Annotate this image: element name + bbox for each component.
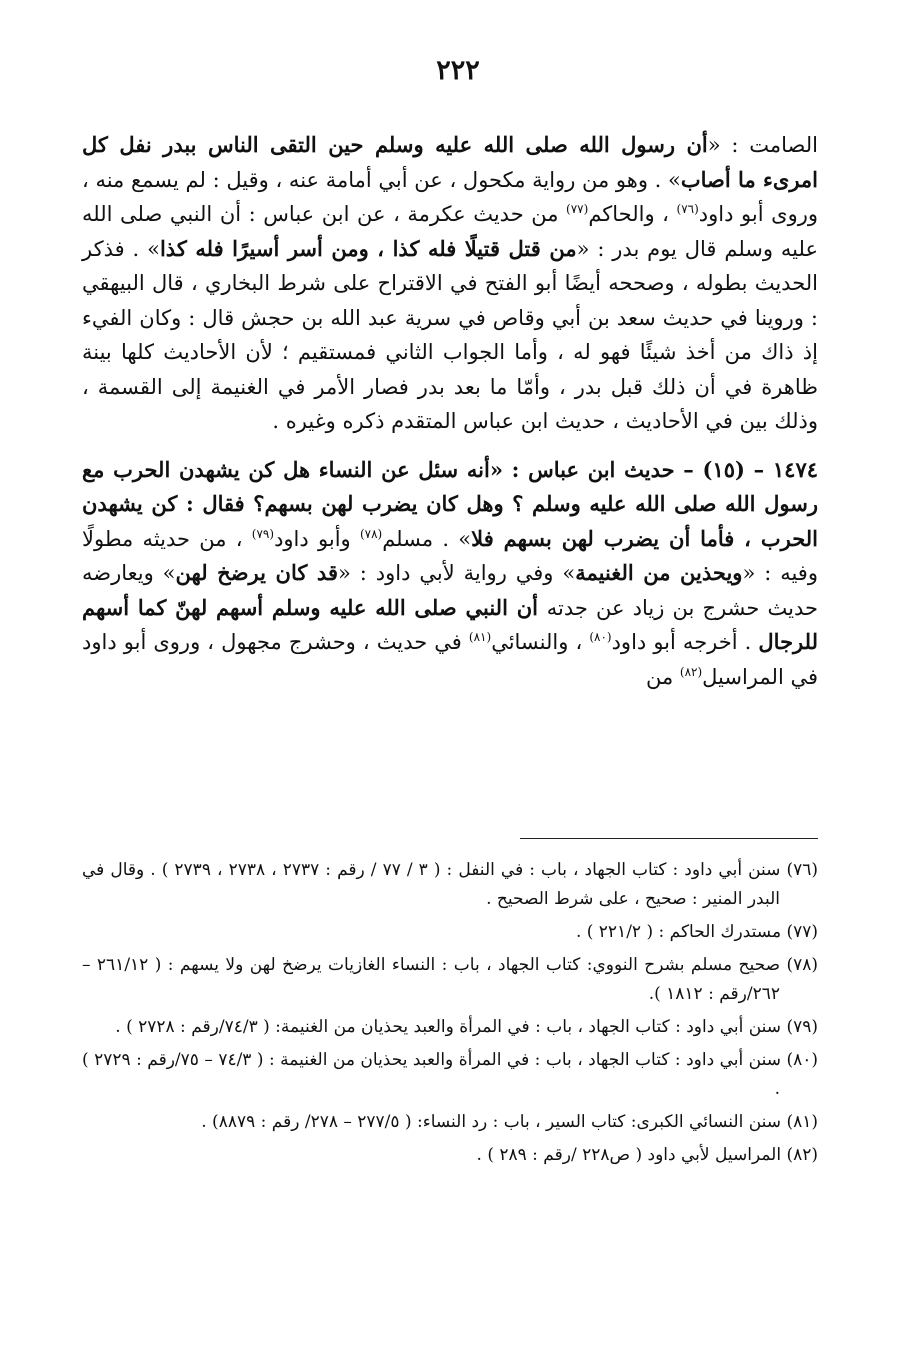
footnote-79: (٧٩) سنن أبي داود : كتاب الجهاد ، باب : في المرأة والعبد يحذيان من الغنيمة: ( ٧٤/٣/رقم : ٢٧٢٨ ) . [115, 1017, 818, 1037]
text-run: الصامت : « [707, 133, 818, 157]
footnote-78: (٧٨) صحيح مسلم بشرح النووي: كتاب الجهاد ، باب : النساء الغازيات يرضخ لهن ولا يسهم : ( ٢٦١/١٢ – ٢٦٢/رقم : ١٨١٢ ). [82, 955, 818, 1004]
footnote-77: (٧٧) مستدرك الحاكم : ( ٢٢١/٢ ) . [575, 922, 818, 942]
text-run: ، من حديثه مطولًا وفيه : « [82, 526, 818, 585]
text-run: من حديث عكرمة ، عن ابن عباس : أن النبي صلى الله عليه وسلم قال يوم بدر : « [82, 202, 818, 261]
text-run: » ويعارضه حديث حشرج بن زياد عن جدته [82, 561, 818, 620]
hadith-quote: أنه سئل عن النساء هل كن يشهدن الحرب مع رسول الله صلى الله عليه وسلم ؟ وهل كان يضرب لهن بسهم؟ فقال : كن يشهدن الحرب ، فأما أن يضرب لهن بسهم فلا [82, 456, 818, 551]
hadith-quote: أن رسول الله صلى الله عليه وسلم حين التقى الناس ببدر نفل كل امرىء ما أصاب [82, 132, 818, 192]
paragraph [82, 453, 818, 695]
hadith-heading: ١٤٧٤ – (١٥) – حديث ابن عباس : « [489, 456, 819, 482]
hadith-quote: قد كان يرضخ لهن [175, 560, 338, 585]
text-run: » . فذكر الحديث بطوله ، وصححه أيضًا أبو الفتح في الاقتراح على شرط البخاري ، قال البيهقي : وروينا في حديث سعد بن أبي وقاص في سرية عبد الله بن حجش قال : وكان الفيء إذ ذاك من أخذ شيئًا فهو له ، وأما الجواب الثاني فمستقيم ؛ لأن الأحاديث كلها بينة ظاهرة في أن ذلك قبل بدر ، وأمّا ما بعد بدر فصار الأمر في الغنيمة إلى القسمة ، وذلك بين في الأحاديث ، حديث ابن عباس المتقدم ذكره وغيره . [82, 236, 818, 433]
hadith-quote: ويحذين من الغنيمة [575, 560, 743, 585]
main-text [82, 128, 818, 694]
hadith-quote: أن النبي صلى الله عليه وسلم أسهم لهنّ كما أسهم للرجال [82, 594, 818, 654]
footnotes [82, 856, 818, 1174]
footnote-82: (٨٢) المراسيل لأبي داود ( ص٢٢٨ /رقم : ٢٨٩ ) . [476, 1145, 818, 1165]
text-run: . أخرجه أبو داود [611, 630, 759, 654]
text-run: » . مسلم [382, 526, 472, 551]
footnote-ref: (٨٢) [679, 664, 703, 679]
paragraph [82, 128, 818, 439]
footnote-separator [520, 838, 818, 839]
hadith-quote: من قتل قتيلًا فله كذا ، ومن أسر أسيرًا فله كذا [159, 235, 577, 261]
footnote-ref: (٧٧) [566, 202, 589, 216]
text-run: في حديث ، وحشرج مجهول ، وروى أبو داود في المراسيل [82, 630, 818, 689]
text-run: ، والنسائي [491, 630, 590, 654]
text-run: وأبو داود [274, 526, 360, 551]
text-run: » وفي رواية لأبي داود : « [337, 561, 576, 585]
page-number: ٢٢٢ [436, 55, 480, 86]
footnote-ref: (٧٨) [359, 526, 383, 541]
footnote-80: (٨٠) سنن أبي داود : كتاب الجهاد ، باب : في المرأة والعبد يحذيان من الغنيمة : ( ٧٤/٣ – ٧٥/رقم : ٢٧٢٩ ) . [82, 1050, 818, 1099]
footnote-81: (٨١) سنن النسائي الكبرى: كتاب السير ، باب : رد النساء: ( ٢٧٧/٥ – ٢٧٨/ رقم : ٨٨٧٩) . [201, 1112, 818, 1132]
text-run: ، والحاكم [588, 202, 677, 226]
footnote-ref: (٧٩) [251, 526, 275, 541]
text-run: من [645, 664, 680, 689]
footnote-ref: (٨١) [468, 630, 492, 644]
footnote-ref: (٧٦) [676, 202, 699, 216]
text-run: » . وهو من رواية مكحول ، عن أبي أمامة عنه ، وقيل : لم يسمع منه ، وروى أبو داود [82, 167, 818, 226]
footnote-ref: (٨٠) [589, 630, 612, 644]
footnote-76: (٧٦) سنن أبي داود : كتاب الجهاد ، باب : في النفل : ( ٣ / ٧٧ / رقم : ٢٧٣٧ ، ٢٧٣٨ ، ٢٧٣٩ ) . وقال في البدر المنير : صحيح ، على شرط الصحيح . [82, 860, 819, 909]
